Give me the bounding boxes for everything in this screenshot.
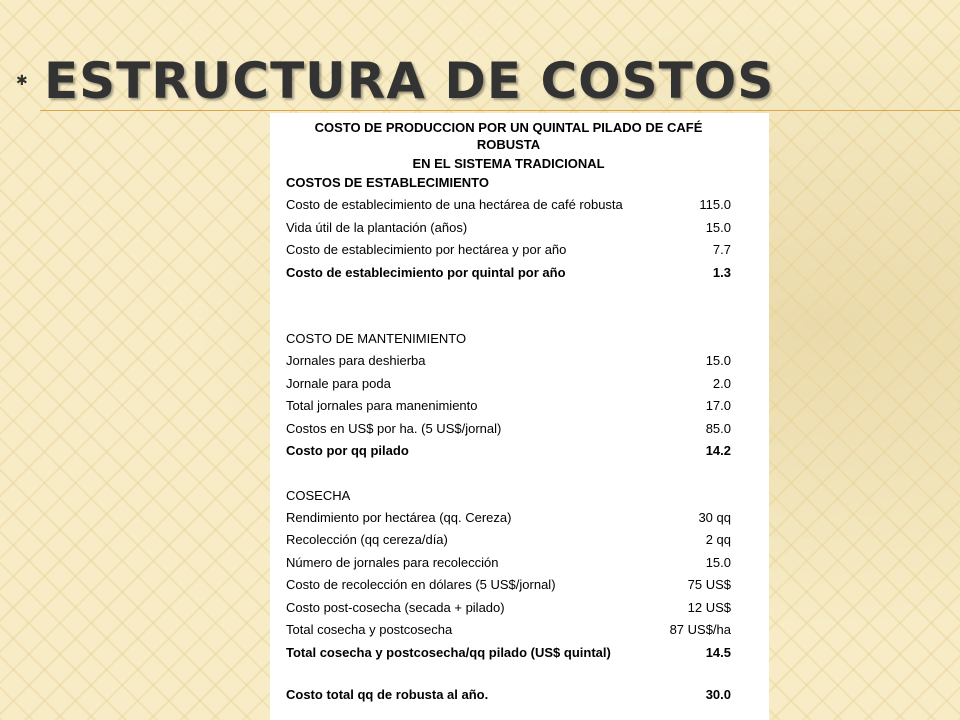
table-row (286, 619, 731, 642)
row-label: Total cosecha y postcosecha (286, 622, 453, 637)
table-row (286, 194, 731, 217)
row-label: Rendimiento por hectárea (qq. Cereza) (286, 509, 512, 525)
table-row (286, 597, 731, 620)
spacer (286, 463, 731, 485)
row-value: 85.0 (705, 420, 731, 436)
row-value: 15.0 (705, 353, 731, 368)
row-value: 30 qq (698, 509, 731, 525)
row-label: Costo de establecimiento por quintal por año (286, 264, 566, 280)
row-label: Costo de establecimiento de una hectárea de café robusta (286, 197, 623, 212)
section-title-mantenimiento: COSTO DE MANTENIMIENTO (286, 331, 467, 346)
table-row (286, 395, 731, 418)
row-value: 15.0 (705, 219, 731, 235)
row-label: Costo de establecimiento por hectárea y por año (286, 242, 567, 257)
spacer (286, 664, 731, 684)
row-value: 115.0 (699, 197, 731, 212)
row-label: Jornale para poda (286, 375, 391, 391)
table-row (286, 239, 731, 262)
table-row (286, 507, 731, 530)
title-divider (40, 110, 960, 111)
row-value: 2.0 (712, 375, 731, 391)
slide-title: ESTRUCTURA DE COSTOS (44, 52, 775, 110)
row-label: Costos en US$ por ha. (5 US$/jornal) (286, 420, 502, 436)
table-row-subtotal (286, 642, 731, 665)
row-value: 87 US$/ha (669, 622, 731, 637)
spacer (286, 284, 731, 328)
row-value: 12 US$ (687, 599, 731, 615)
title-bullet-icon: ✱ (16, 72, 28, 88)
row-value: 30.0 (705, 687, 731, 702)
doc-heading-line3: EN EL SISTEMA TRADICIONAL (412, 156, 605, 171)
section-title-establecimiento: COSTOS DE ESTABLECIMIENTO (286, 175, 489, 190)
table-row-subtotal (286, 262, 731, 285)
table-row (286, 373, 731, 396)
row-value: 75 US$ (687, 577, 731, 592)
doc-heading-line2: ROBUSTA (476, 137, 541, 152)
row-value: 1.3 (712, 264, 731, 280)
row-label: Costo de recolección en dólares (5 US$/jornal) (286, 577, 556, 592)
row-value: 14.2 (705, 443, 731, 458)
doc-heading-line1: COSTO DE PRODUCCION POR UN QUINTAL PILADO DE CAFÉ (314, 120, 703, 135)
table-row (286, 529, 731, 552)
row-value: 14.5 (705, 644, 731, 660)
row-label: Vida útil de la plantación (años) (286, 219, 468, 235)
row-label: Recolección (qq cereza/día) (286, 532, 448, 547)
cost-table-document (270, 113, 769, 720)
row-label: Costo post-cosecha (secada + pilado) (286, 599, 505, 615)
row-value: 2 qq (705, 532, 731, 547)
row-value: 7.7 (712, 242, 731, 257)
section-title-cosecha: COSECHA (286, 487, 351, 503)
table-row-total (286, 684, 731, 707)
table-row (286, 418, 731, 441)
table-row (286, 217, 731, 240)
row-label: Total cosecha y postcosecha/qq pilado (US$ quintal) (286, 644, 611, 660)
row-value: 17.0 (705, 398, 731, 413)
table-row (286, 350, 731, 373)
row-label: Costo por qq pilado (286, 443, 409, 458)
row-label: Total jornales para manenimiento (286, 398, 478, 413)
table-row (286, 552, 731, 575)
row-label: Jornales para deshierba (286, 353, 426, 368)
row-value: 15.0 (705, 554, 731, 570)
row-label: Número de jornales para recolección (286, 554, 499, 570)
table-row (286, 574, 731, 597)
table-row-subtotal (286, 440, 731, 463)
row-label: Costo total qq de robusta al año. (286, 687, 489, 702)
